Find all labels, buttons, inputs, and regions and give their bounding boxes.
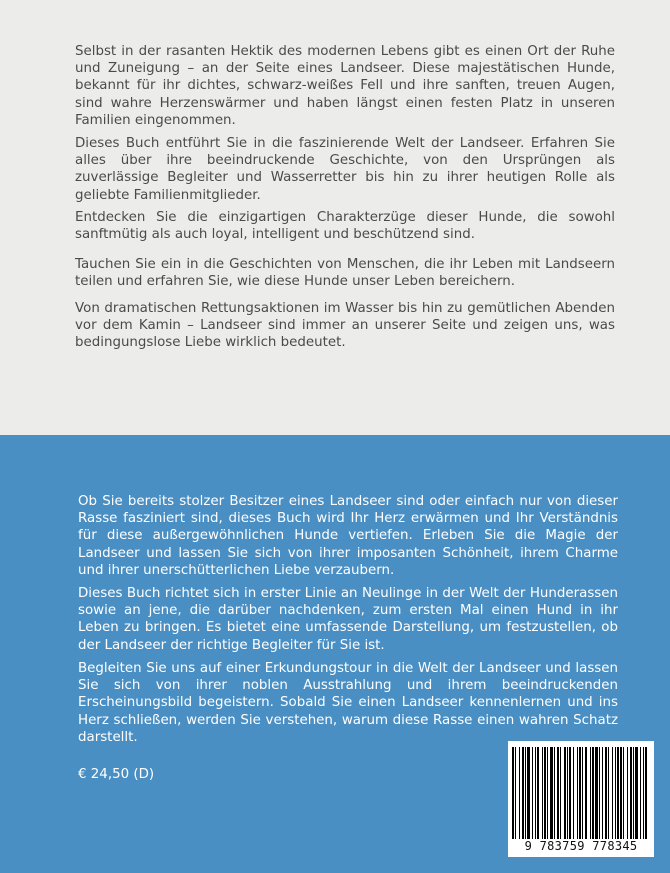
cover-bottom-section [0, 435, 670, 873]
barcode-bar [515, 747, 516, 839]
barcode-bar [564, 747, 566, 839]
barcode-bar [620, 747, 622, 839]
price-label: € 24,50 (D) [78, 767, 155, 782]
barcode-bar [630, 747, 632, 839]
barcode-bar [537, 747, 539, 839]
barcode-bar [592, 747, 594, 839]
barcode-bar [525, 747, 526, 839]
barcode-bar [560, 747, 561, 839]
barcode-bar [640, 747, 641, 839]
barcode-bar [627, 747, 628, 839]
top-paragraph-5: Von dramatischen Rettungsaktionen im Wasser bis hin zu gemütlichen Abenden vor dem Kamin – Landseer sind immer an unserer Seite und zeigen uns, was bedingungslose Liebe wirklich bedeutet. [75, 301, 615, 351]
top-paragraph-2: Dieses Buch entführt Sie in die faszinierende Welt der Landseer. Erfahren Sie alles über ihre beeindruckende Geschichte, von den Ursprüngen als zuverlässige Begleiter und Wasserretter bis hin zu ihrer heutigen Rolle als geliebte Familienmitglieder. [75, 136, 615, 203]
barcode-bar [573, 747, 574, 839]
barcode-bar [617, 747, 619, 839]
barcode-bar [605, 747, 607, 839]
barcode-bar [590, 747, 591, 839]
barcode-bar [615, 747, 616, 839]
barcode-bar [608, 747, 609, 839]
top-paragraph-3: Entdecken Sie die einzigartigen Charakterzüge dieser Hunde, die sowohl sanftmütig als auch loyal, intelligent und beschützend sind. [75, 210, 615, 243]
top-paragraph-1: Selbst in der rasanten Hektik des modernen Lebens gibt es einen Ort der Ruhe und Zuneigung – an der Seite eines Landseer. Diese majestätischen Hunde, bekannt für ihr dichtes, schwarz-weißes Fell und ihre sanften, treuen Augen, sind wahre Herzenswärmer und haben längst einen festen Platz in unseren Familien eingenommen. [75, 44, 615, 128]
bottom-paragraph-3: Begleiten Sie uns auf einer Erkundungstour in die Welt der Landseer und lassen Sie sich von ihrer noblen Ausstrahlung und ihrem beeindruckenden Erscheinungsbild begeistern. Sobald Sie einen Landseer kennenlernen und ins Herz schließen, werden Sie verstehen, warum diese Rasse einen wahren Schatz darstellt. [78, 661, 618, 745]
barcode-bar [532, 747, 533, 839]
barcode-bar [612, 747, 613, 839]
barcode-bar [557, 747, 559, 839]
barcode-bar [633, 747, 634, 839]
barcode-bar [569, 747, 571, 839]
bottom-paragraph-1: Ob Sie bereits stolzer Besitzer eines Landseer sind oder einfach nur von dieser Rasse fasziniert sind, dieses Buch wird Ihr Herz erwärmen und Ihr Verständnis für diese außergewöhnlichen Hunde vertiefen. Erleben Sie die Magie der Landseer und lassen Sie sich von ihrer imposanten Schönheit, ihrem Charme und ihrer unerschütterlichen Liebe verzaubern. [78, 494, 618, 578]
barcode-bar [512, 747, 514, 839]
barcode-bar [645, 747, 647, 839]
barcode-bar [519, 747, 520, 839]
barcode-bar [643, 747, 644, 839]
barcode-bar [582, 747, 583, 839]
isbn-barcode [508, 741, 654, 857]
barcode-bars [512, 747, 650, 839]
barcode-bar [585, 747, 587, 839]
barcode-bar [542, 747, 543, 839]
barcode-bar [550, 747, 553, 839]
barcode-bar [535, 747, 536, 839]
barcode-bar [527, 747, 530, 839]
barcode-bar [623, 747, 624, 839]
barcode-bar [635, 747, 638, 839]
barcode-bar [599, 747, 600, 839]
barcode-bar [567, 747, 568, 839]
bottom-paragraph-2: Dieses Buch richtet sich in erster Linie an Neulinge in der Welt der Hunderassen sowie an jene, die darüber nachdenken, zum ersten Mal einen Hund in ihr Leben zu bringen. Es bietet eine umfassende Darstellung, um festzustellen, ob der Landseer der richtige Begleiter für Sie ist. [78, 586, 618, 653]
barcode-bar [595, 747, 598, 839]
barcode-bar [579, 747, 581, 839]
barcode-bar [547, 747, 548, 839]
barcode-bar [554, 747, 555, 839]
top-paragraph-4: Tauchen Sie ein in die Geschichten von Menschen, die ihr Leben mit Landseern teilen und erfahren Sie, wie diese Hunde unser Leben bereichern. [75, 257, 615, 290]
barcode-bar [522, 747, 524, 839]
cover-top-section [0, 0, 670, 435]
barcode-bar [602, 747, 603, 839]
isbn-number: 9 783759 778345 [524, 839, 638, 853]
barcode-bar [577, 747, 578, 839]
barcode-bar [544, 747, 546, 839]
